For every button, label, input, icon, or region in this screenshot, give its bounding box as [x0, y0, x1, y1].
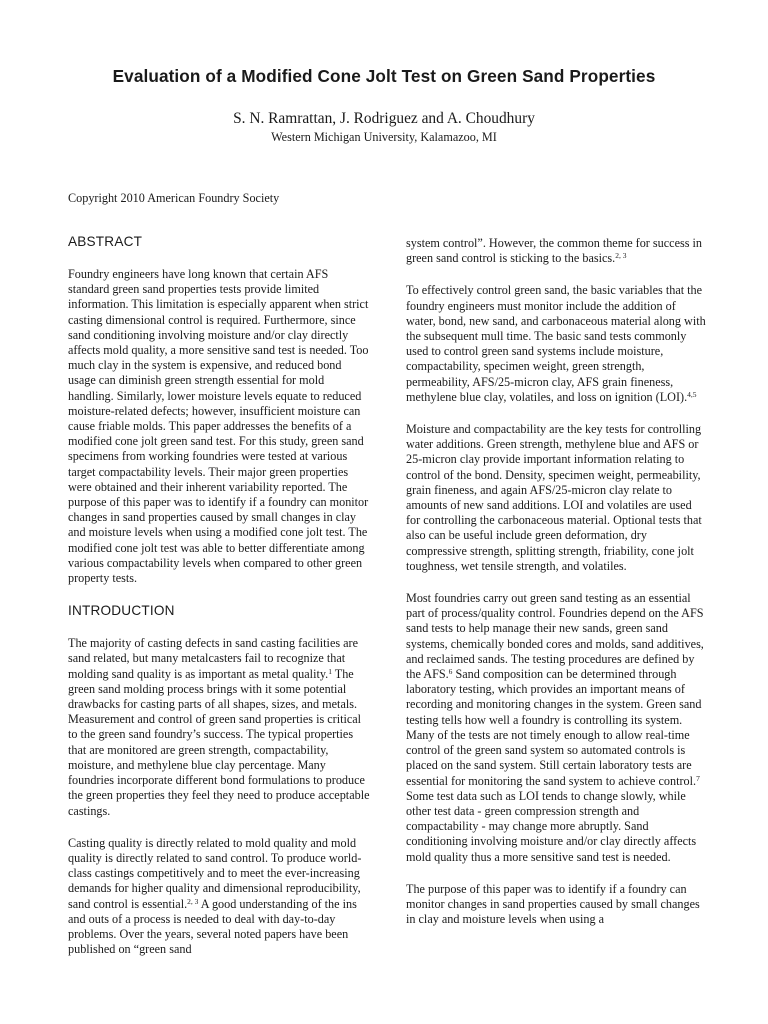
intro-paragraph-3: system control”. However, the common theme for success in green sand control is sticking to the basics.$^{2, 3}$ [406, 236, 702, 266]
citation-ref: 4,5 [687, 389, 697, 399]
citation-ref: 6 [448, 667, 453, 677]
abstract-heading: ABSTRACT [68, 234, 143, 249]
introduction-heading: INTRODUCTION [68, 603, 175, 619]
left-column [68, 234, 370, 974]
citation-ref: 2, 3 [187, 896, 199, 906]
intro-paragraph-4: To effectively control green sand, the basic variables that the foundry engineers must monitor include the addition of water, bond, new sand, and carbonaceous material along with the subsequent mull time. The basic sand tests commonly used to control green sand systems include moisture, compactability, specimen weight, green strength, permeability, AFS/25-micron clay, AFS grain fineness, methylene blue clay, volatiles, and loss on ignition (LOI).$^{4,5}$ [406, 283, 706, 404]
intro-paragraph-7: The purpose of this paper was to identify if a foundry can monitor changes in sand properties caused by small changes in clay and moisture levels when using a [406, 881, 700, 927]
intro-paragraph-6: Most foundries carry out green sand testing as an essential part of process/quality control. Foundries depend on the AFS sand tests to help manage their new sands, green sand systems, chemically bonded cores and molds, sand additives, and reclaimed sands. The testing procedures are defined by the AFS.$^6$ Sand composition can be determined through laboratory testing, which provides an important means of recording and monitoring changes in the system. Green sand testing tells how well a foundry is controlling its system. Many of the tests are not timely enough to allow real-time control of the green sand system so automated controls is placed on the sand system. Still certain laboratory tests are essential for monitoring the sand system to achieve control.$^7$ Some test data such as LOI tends to change slowly, while other test data - green compression strength and compactability - may change more abruptly. Sand conditioning involving moisture and/or clay directly affects mold quality thus a more sensitive sand test is needed. [406, 591, 704, 864]
citation-ref: 1 [328, 666, 332, 676]
paper-title: Evaluation of a Modified Cone Jolt Test on Green Sand Properties [112, 66, 656, 86]
copyright-notice: Copyright 2010 American Foundry Society [68, 191, 280, 205]
right-column [406, 236, 708, 944]
citation-ref: 7 [696, 773, 700, 783]
abstract-paragraph: Foundry engineers have long known that certain AFS standard green sand properties tests provide limited information. This limitation is especially apparent when strict casting dimensional control is required. Furthermore, since sand conditioning involving moisture and/or clay directly affects mold quality, a more sensitive sand test is needed. Too much clay in the system is expensive, and reduced bond usage can diminish green strength essential for mold handling. Similarly, lower moisture levels equate to reduced moisture-related defects; however, insufficient moisture can cause friable molds. This paper addresses the benefits of a modified cone jolt green sand test. For this study, green sand specimens from working foundries were tested at various target compactability levels. Their major green properties were obtained and their inherent variability reported. The purpose of this paper was to identify if a foundry can monitor changes in sand properties caused by small changes in clay and moisture levels when using a modified cone jolt test. The modified cone jolt test was able to better differentiate among various compactability levels when compared to other green property tests. [68, 267, 369, 586]
intro-paragraph-5: Moisture and compactability are the key tests for controlling water additions. Green strength, methylene blue and AFS or 25-micron clay provide important information relating to control of the bond. Density, specimen weight, permeability, grain fineness, and again AFS/25-micron clay relate to amounts of new sand additions. LOI and volatiles are used for controlling the carbonaceous material. Optional tests that also can be useful include green deformation, dry compressive strength, splitting strength, friability, cone jolt toughness, wet tensile strength, and volatiles. [406, 422, 702, 573]
citation-ref: 2, 3 [615, 251, 627, 261]
paper-authors: S. N. Ramrattan, J. Rodriguez and A. Choudhury [233, 110, 535, 127]
intro-paragraph-1: The majority of casting defects in sand casting facilities are sand related, but many metalcasters fail to recognize that molding sand quality is as important as metal quality.$^1$ The green sand molding process brings with it some potential drawbacks for casting parts of all shapes, sizes, and metals. Measurement and control of green sand properties is critical to the green sand foundry’s success. The typical properties that are monitored are green strength, compactability, moisture, and methylene blue clay percentage. Many foundries incorporate different bond formulations to produce the green properties they feel they need to produce acceptable castings. [68, 636, 370, 818]
intro-paragraph-2: Casting quality is directly related to mold quality and mold quality is directly related to sand control. To produce world-class castings competitively and to meet the ever-increasing demands for higher quality and dimensional reproducibility, sand control is essential.$^{2, 3}$ A good understanding of the ins and outs of a process is needed to deal with day-to-day problems. Over the years, several noted papers have been published on “green sand [68, 835, 362, 957]
paper-affiliation: Western Michigan University, Kalamazoo, MI [271, 130, 497, 144]
